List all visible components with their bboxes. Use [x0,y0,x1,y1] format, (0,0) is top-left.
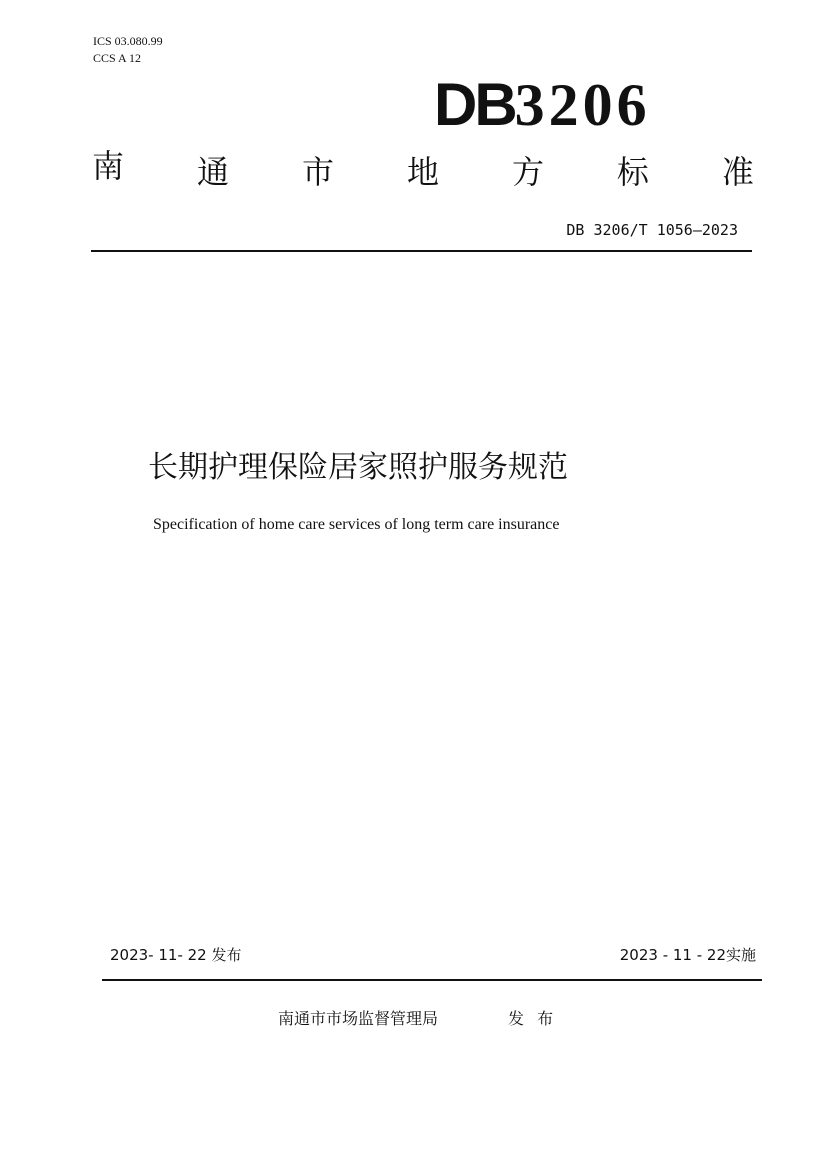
issue-date: 2023- 11- 22 发布 [110,946,242,964]
implementation-date: 2023 - 11 - 22实施 [619,946,756,964]
ccs-code: CCS A 12 [93,51,142,65]
document-title-cn: 长期护理保险居家照护服务规范 [148,450,568,485]
standard-type-heading [92,147,754,194]
ics-code: ICS 03.080.99 [93,34,163,48]
document-title-en: Specification of home care services of long term care insurance [153,516,560,533]
bottom-divider [102,979,762,981]
standard-type-char: 通 [196,153,229,191]
standard-type-char: 方 [511,153,544,191]
standard-type-char: 标 [616,153,649,191]
standard-number: DB 3206/T 1056—2023 [566,221,738,239]
standard-type-char: 南 [92,147,125,185]
issuing-authority: 南通市市场监督管理局 [278,1009,439,1028]
logo-prefix: DB [434,71,515,138]
logo-number: 3206 [514,72,651,138]
standard-logo [434,70,651,140]
standard-type-char: 准 [721,153,754,191]
issuer-action: 发 布 [508,1009,554,1028]
top-divider [91,250,752,252]
standard-type-char: 市 [301,153,334,191]
standard-type-char: 地 [406,153,439,191]
